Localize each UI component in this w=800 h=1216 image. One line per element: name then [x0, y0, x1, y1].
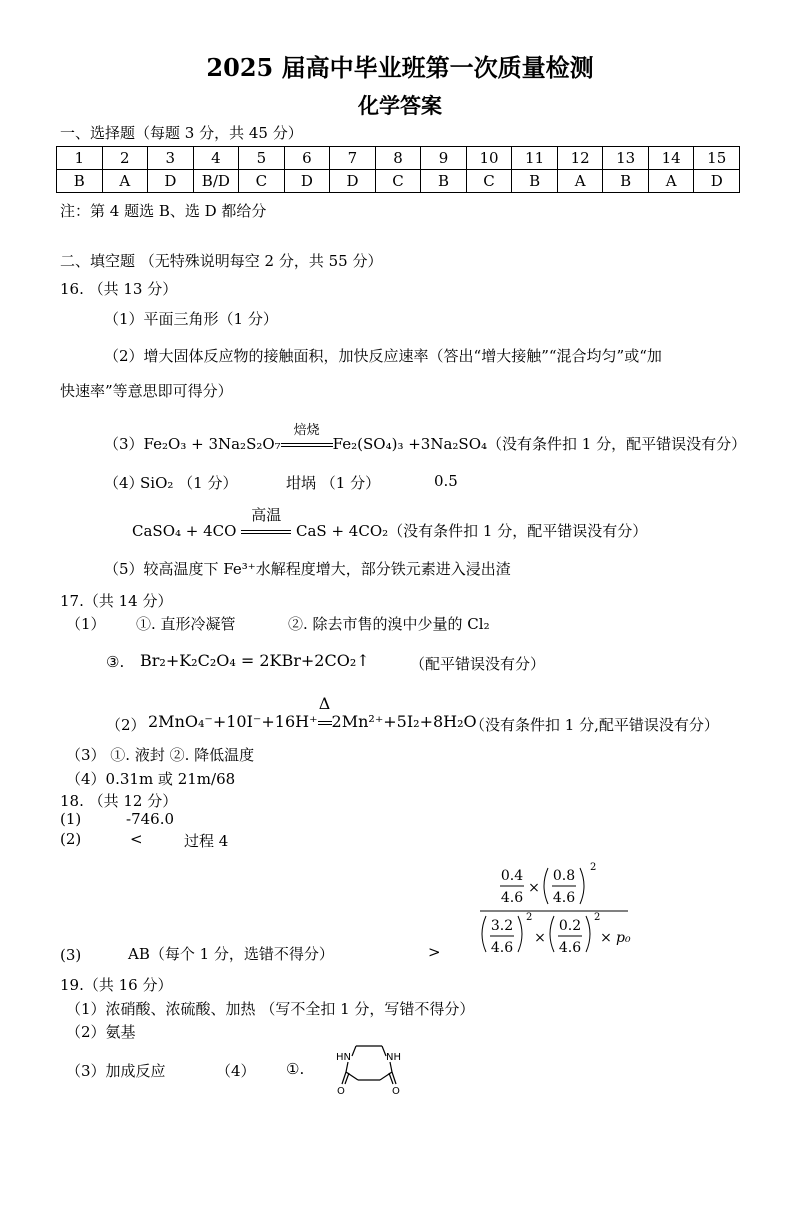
q18-answer-3-value2: >	[428, 943, 441, 961]
q16-answer-3-note: （没有条件扣 1 分，配平错误没有分）	[487, 435, 747, 453]
answer-cell: D	[148, 170, 194, 193]
question-number-cell: 10	[466, 147, 512, 170]
q16-answer-3	[104, 423, 747, 454]
question-number-cell: 9	[421, 147, 467, 170]
q16-answer-4-equation	[132, 506, 648, 541]
q17-answer-3: （3） ①. 液封 ②. 降低温度	[66, 746, 255, 764]
q18-answer-1-value: -746.0	[126, 810, 175, 828]
question-number-cell: 2	[102, 147, 148, 170]
q16-header: 16. （共 13 分）	[60, 280, 178, 298]
question-number-cell: 15	[694, 147, 740, 170]
kp-times-1: ×	[528, 880, 540, 896]
q16-answer-2-line2: 快速率”等意思即可得分）	[60, 382, 233, 400]
q19-answer-2: （2）氨基	[66, 1023, 136, 1041]
q17-answer-1-part3-label: ③.	[106, 653, 125, 671]
ring-label-hn: HN	[336, 1052, 351, 1063]
q16-answer-4-eq-condition: 高温	[251, 506, 282, 524]
q17-answer-1-label: （1）	[66, 615, 106, 633]
kp-den-b-bottom: 4.6	[558, 940, 582, 956]
kp-den-a-exp: 2	[526, 912, 533, 923]
answer-cell: D	[330, 170, 376, 193]
question-number-cell: 3	[148, 147, 194, 170]
q17-answer-2-label: （2）	[106, 716, 146, 734]
answer-cell: A	[557, 170, 603, 193]
q16-answer-4-part3: 0.5	[434, 472, 458, 490]
q16-answer-3-reactants: Fe₂O₃ + 3Na₂S₂O₇	[143, 435, 281, 453]
q19-answer-4-label: （4）	[216, 1062, 256, 1080]
q16-answer-1: （1）平面三角形（1 分）	[104, 310, 278, 328]
q16-answer-4-part1: SiO₂ （1 分）	[140, 474, 238, 492]
q17-answer-2-equation	[148, 694, 477, 731]
q16-answer-4-label: （4）	[104, 474, 144, 492]
q16-answer-4-part2: 坩埚 （1 分）	[286, 474, 381, 492]
answer-table	[56, 146, 740, 193]
q19-header: 19.（共 16 分）	[60, 976, 173, 994]
kp-num-b-bottom: 4.6	[552, 890, 576, 906]
kp-num-a-bottom: 4.6	[500, 890, 524, 906]
part1-note: 注：第 4 题选 B、选 D 都给分	[60, 202, 267, 220]
kp-times-3: ×	[600, 930, 612, 946]
part1-heading: 一、选择题（每题 3 分，共 45 分）	[60, 124, 303, 142]
answer-table-answer-row	[57, 170, 740, 193]
q17-answer-1-part3-note: （配平错误没有分）	[410, 655, 546, 673]
ring-label-o1: O	[337, 1086, 345, 1096]
kp-den-a-top: 3.2	[490, 918, 514, 934]
ring-label-o2: O	[392, 1086, 400, 1096]
q16-answer-4-eq-note: （没有条件扣 1 分，配平错误没有分）	[388, 522, 648, 540]
q17-answer-1-part2: ②. 除去市售的溴中少量的 Cl₂	[288, 615, 490, 633]
q16-answer-5: （5）较高温度下 Fe³⁺水解程度增大，部分铁元素进入浸出渣	[104, 560, 511, 578]
ring-label-nh: NH	[386, 1052, 401, 1063]
q17-answer-4: （4）0.31m 或 21m/68	[66, 770, 236, 788]
q18-answer-2-value1: <	[130, 830, 143, 848]
q16-answer-3-products: Fe₂(SO₄)₃ +3Na₂SO₄	[332, 435, 488, 453]
answer-cell: C	[466, 170, 512, 193]
q19-ring-structure	[326, 1036, 416, 1096]
document-title: 2025 届高中毕业班第一次质量检测	[206, 53, 594, 82]
kp-num-exp: 2	[590, 862, 597, 873]
q18-answer-2-label: (2)	[60, 830, 82, 848]
q18-answer-2-value2: 过程 4	[184, 832, 229, 850]
q18-answer-1-label: (1)	[60, 810, 82, 828]
q17-answer-2-products: 2Mn²⁺+5I₂+8H₂O	[331, 712, 477, 731]
answer-cell: C	[375, 170, 421, 193]
question-number-cell: 11	[512, 147, 558, 170]
q16-answer-3-arrow	[281, 423, 333, 453]
question-number-cell: 8	[375, 147, 421, 170]
q16-answer-3-label: （3）	[104, 435, 144, 453]
question-number-cell: 13	[603, 147, 649, 170]
answer-cell: B	[603, 170, 649, 193]
question-number-cell: 12	[557, 147, 603, 170]
q18-kp-expression	[470, 858, 640, 968]
q18-answer-3-value1: AB（每个 1 分，选错不得分）	[128, 945, 334, 963]
kp-den-b-top: 0.2	[558, 918, 582, 934]
q17-answer-2-condition: Δ	[318, 694, 331, 713]
question-number-cell: 14	[648, 147, 694, 170]
answer-table-number-row	[57, 147, 740, 170]
q18-header: 18. （共 12 分）	[60, 792, 178, 810]
q16-answer-4-eq-reactants: CaSO₄ + 4CO	[132, 522, 237, 540]
answer-cell: B	[421, 170, 467, 193]
kp-num-a-top: 0.4	[500, 868, 524, 884]
answer-cell: A	[648, 170, 694, 193]
answer-cell: B/D	[193, 170, 239, 193]
q16-answer-4-eq-products: CaS + 4CO₂	[296, 522, 389, 540]
answer-cell: D	[284, 170, 330, 193]
question-number-cell: 1	[57, 147, 103, 170]
q17-answer-2-reactants: 2MnO₄⁻+10I⁻+16H⁺	[148, 712, 318, 731]
q16-answer-2-line1: （2）增大固体反应物的接触面积，加快反应速率（答出“增大接触”“混合均匀”或“加	[104, 347, 662, 365]
question-number-cell: 7	[330, 147, 376, 170]
answer-cell: C	[239, 170, 285, 193]
q18-answer-3-label: (3)	[60, 946, 82, 964]
document-subtitle: 化学答案	[358, 93, 442, 118]
q17-header: 17.（共 14 分）	[60, 592, 173, 610]
q16-answer-3-condition: 焙烧	[293, 423, 320, 438]
q17-answer-2-note: （没有条件扣 1 分,配平错误没有分）	[470, 716, 719, 734]
kp-den-a-bottom: 4.6	[490, 940, 514, 956]
answer-cell: A	[102, 170, 148, 193]
q17-answer-1-part3-equation: Br₂+K₂C₂O₄ = 2KBr+2CO₂↑	[140, 651, 370, 670]
answer-cell: B	[57, 170, 103, 193]
q19-answer-4-part1: ①.	[286, 1060, 305, 1078]
kp-num-b-top: 0.8	[552, 868, 576, 884]
q17-answer-1-part1: ①. 直形冷凝管	[136, 615, 236, 633]
answer-cell: B	[512, 170, 558, 193]
question-number-cell: 5	[239, 147, 285, 170]
kp-p0: p₀	[616, 930, 631, 946]
q16-answer-4-eq-arrow	[241, 506, 291, 540]
kp-den-b-exp: 2	[594, 912, 601, 923]
q17-answer-2-arrow	[318, 694, 332, 731]
question-number-cell: 6	[284, 147, 330, 170]
question-number-cell: 4	[193, 147, 239, 170]
q19-answer-3: （3）加成反应	[66, 1062, 166, 1080]
answer-cell: D	[694, 170, 740, 193]
q19-answer-1: （1）浓硝酸、浓硫酸、加热 （写不全扣 1 分，写错不得分）	[66, 1000, 475, 1018]
kp-times-2: ×	[534, 930, 546, 946]
part2-heading: 二、填空题 （无特殊说明每空 2 分，共 55 分）	[60, 252, 383, 270]
